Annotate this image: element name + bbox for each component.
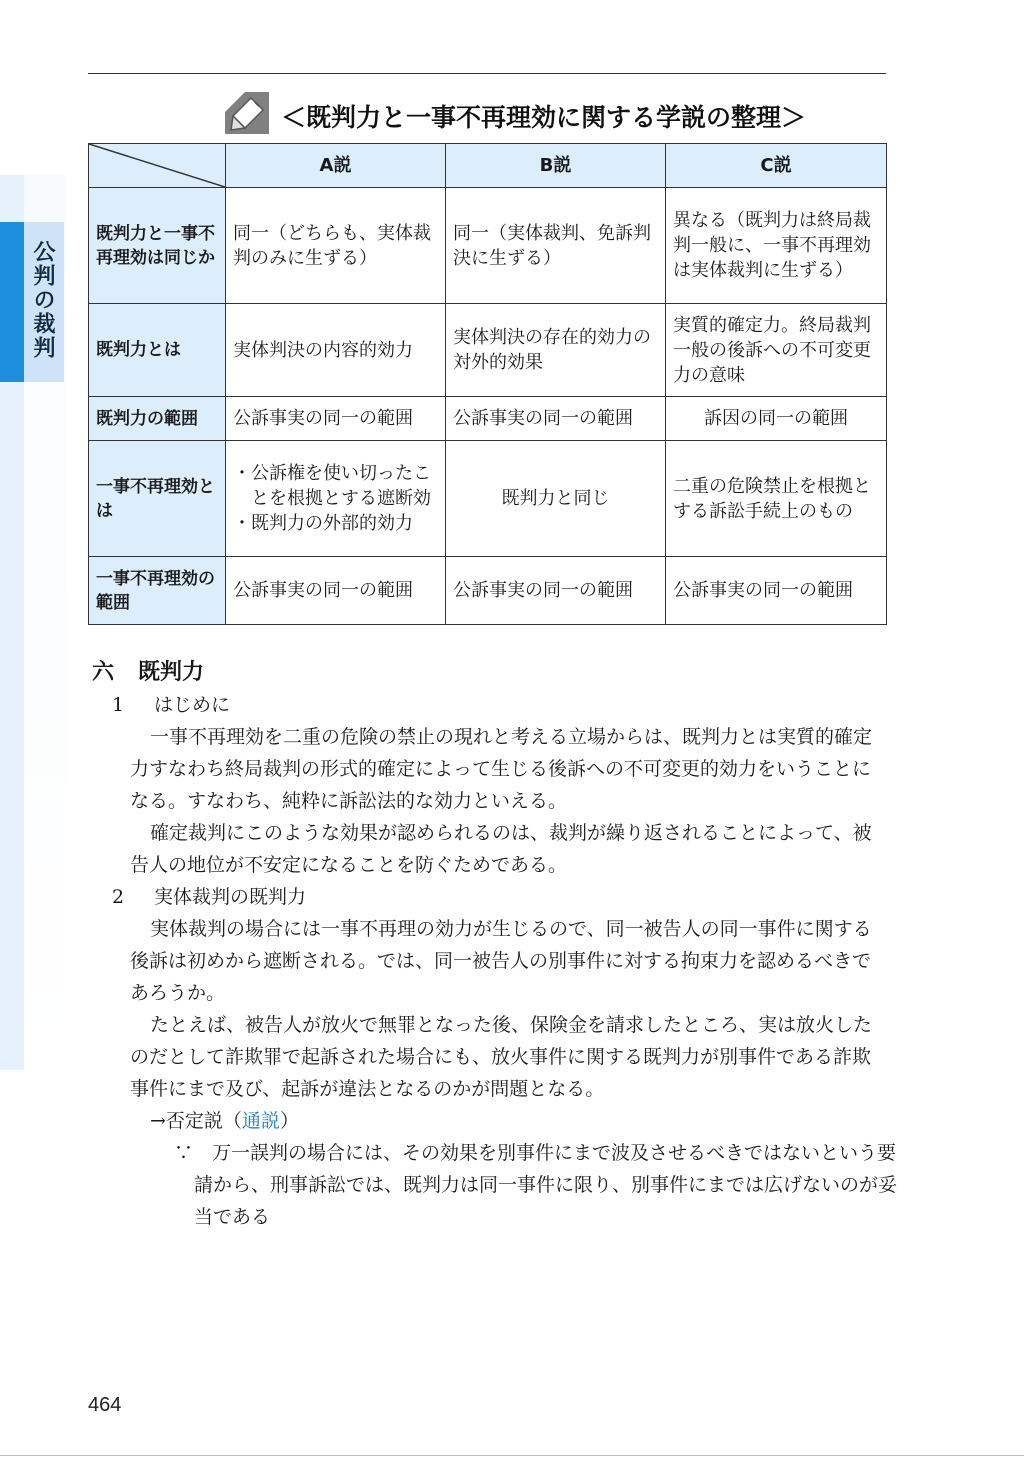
table-cell: 既判力と同じ (446, 441, 666, 557)
body-text (88, 655, 898, 1233)
table-corner-cell (89, 144, 226, 188)
paragraph: 一事不再理効を二重の危険の禁止の現れと考える立場からは、既判力とは実質的確定力すなわち終局裁判の形式的確定によって生じる後訴への不可変更的効力をいうことになる。すなわち、純粋に訴訟法的な効力といえる。 (130, 726, 873, 812)
column-header-a: A説 (226, 144, 446, 188)
subsection-heading (88, 881, 888, 913)
subsection-heading (88, 689, 888, 721)
common-view-link[interactable]: 通説 (241, 1110, 280, 1132)
table-row (89, 188, 887, 304)
table-cell: 公訴事実の同一の範囲 (446, 557, 666, 625)
pencil-icon (225, 92, 269, 134)
paragraph: 確定裁判にこのような効果が認められるのは、裁判が繰り返されることによって、被告人の地位が不安定になることを防ぐためである。 (130, 822, 872, 876)
row-header: 既判力の範囲 (89, 397, 226, 441)
table-cell: 公訴事実の同一の範囲 (446, 397, 666, 441)
table-title-block (225, 92, 825, 136)
section-number: 六 (92, 659, 115, 685)
doctrine-prefix: →否定説（ (150, 1110, 242, 1132)
table-cell (226, 441, 446, 557)
page-number: 464 (88, 1394, 122, 1416)
table-row (89, 304, 887, 397)
row-header: 既判力と一事不再理効は同じか (89, 188, 226, 304)
table-cell: 公訴事実の同一の範囲 (226, 557, 446, 625)
table-cell: 同一（実体裁判、免訴判決に生ずる） (446, 188, 666, 304)
reason-text: ∵ 万一誤判の場合には、その効果を別事件にまで波及させるべきではないという要請から、刑事訴訟では、既判力は同一事件に限り、別事件にまでは広げないのが妥当である (174, 1142, 898, 1228)
table-row (89, 557, 887, 625)
table-title: ＜既判力と一事不再理効に関する学説の整理＞ (281, 103, 807, 132)
subsection-title: 実体裁判の既判力 (154, 886, 307, 908)
top-rule (88, 73, 886, 74)
table-cell: 訴因の同一の範囲 (666, 397, 887, 441)
table-cell: 実体判決の存在的効力の対外的効果 (446, 304, 666, 397)
row-header: 既判力とは (89, 304, 226, 397)
subsection-title: はじめに (154, 694, 231, 716)
table-row (89, 441, 887, 557)
theory-table (88, 143, 887, 625)
table-cell: 実質的確定力。終局裁判一般の後訴への不可変更力の意味 (666, 304, 887, 397)
table-cell: 同一（どちらも、実体裁判のみに生ずる） (226, 188, 446, 304)
subsection-number: 1 (112, 694, 125, 716)
table-row (89, 397, 887, 441)
column-header-b: B説 (446, 144, 666, 188)
table-cell: 公訴事実の同一の範囲 (226, 397, 446, 441)
doctrine-suffix: ） (279, 1110, 299, 1132)
row-header: 一事不再理効の範囲 (89, 557, 226, 625)
section-title: 既判力 (138, 659, 205, 685)
list-item: ・公訴権を使い切ったことを根拠とする遮断効 (233, 463, 431, 509)
paragraph: 実体裁判の場合には一事不再理の効力が生じるので、同一被告人の同一事件に関する後訴は初めから遮断される。では、同一被告人の別事件に対する拘束力を認めるべきであろうか。 (130, 918, 872, 1004)
table-cell: 異なる（既判力は終局裁判一般に、一事不再理効は実体裁判に生ずる） (666, 188, 887, 304)
doctrine-line (150, 1105, 888, 1137)
table-cell: 公訴事実の同一の範囲 (666, 557, 887, 625)
table-cell: 実体判決の内容的効力 (226, 304, 446, 397)
bottom-rule (0, 1455, 1024, 1456)
row-header: 一事不再理効とは (89, 441, 226, 557)
section-heading (88, 655, 888, 689)
chapter-tab-label: 公判の裁判 (30, 240, 55, 360)
column-header-c: C説 (666, 144, 887, 188)
paragraph: たとえば、被告人が放火で無罪となった後、保険金を請求したところ、実は放火したのだとして詐欺罪で起訴された場合にも、放火事件に関する既判力が別事件である詐欺事件にまで及び、起訴が違法となるのかが問題となる。 (130, 1014, 873, 1100)
list-item: ・既判力の外部的効力 (233, 513, 413, 534)
table-cell: 二重の危険禁止を根拠とする訴訟手続上のもの (666, 441, 887, 557)
subsection-number: 2 (112, 886, 125, 908)
